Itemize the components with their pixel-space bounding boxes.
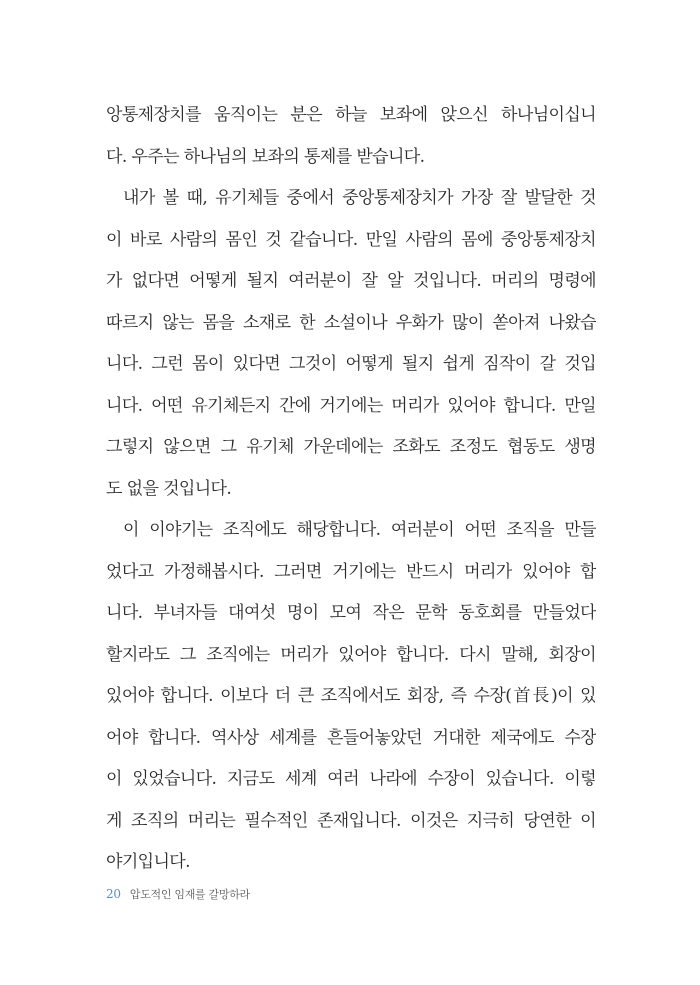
text-line: 어야 합니다. 역사상 세계를 흔들어놓았던 거대한 제국에도 수장 <box>106 727 596 748</box>
text-line: 따르지 않는 몸을 소재로 한 소설이나 우화가 많이 쏟아져 나왔습 <box>106 312 596 333</box>
text-line: 있어야 합니다. 이보다 더 큰 조직에서도 회장, 즉 수장(首長)이 있 <box>106 686 596 706</box>
page-footer <box>106 886 250 902</box>
text-line: 할지라도 그 조직에는 머리가 있어야 합니다. 다시 말해, 회장이 <box>106 644 596 665</box>
text-line: 이 있었습니다. 지금도 세계 여러 나라에 수장이 있습니다. 이렇 <box>106 769 596 789</box>
text-line: 니다. 어떤 유기체든지 간에 거기에는 머리가 있어야 합니다. 만일 <box>106 395 596 416</box>
text-line: 내가 볼 때, 유기체들 중에서 중앙통제장치가 가장 잘 발달한 것 <box>123 188 596 208</box>
text-line: 앙통제장치를 움직이는 분은 하늘 보좌에 앉으신 하나님이십니 <box>106 105 596 125</box>
text-line: 이 이야기는 조직에도 해당합니다. 여러분이 어떤 조직을 만들 <box>123 520 596 540</box>
page-body-text <box>106 95 596 884</box>
text-line: 었다고 가정해봅시다. 그러면 거기에는 반드시 머리가 있어야 합 <box>106 561 596 582</box>
text-line: 야기입니다. <box>106 852 190 872</box>
text-line: 니다. 부녀자들 대여섯 명이 모여 작은 문학 동호회를 만들었다 <box>106 603 596 623</box>
page-number: 20 <box>106 887 121 901</box>
text-line: 니다. 그런 몸이 있다면 그것이 어떻게 될지 쉽게 짐작이 갈 것입 <box>106 354 596 374</box>
book-title: 압도적인 임재를 갈망하라 <box>129 888 250 901</box>
text-line: 가 없다면 어떻게 될지 여러분이 잘 알 것입니다. 머리의 명령에 <box>106 271 596 291</box>
text-line: 게 조직의 머리는 필수적인 존재입니다. 이것은 지극히 당연한 이 <box>106 810 596 831</box>
text-line: 다. 우주는 하나님의 보좌의 통제를 받습니다. <box>106 146 425 167</box>
text-line: 이 바로 사람의 몸인 것 같습니다. 만일 사람의 몸에 중앙통제장치 <box>106 229 596 250</box>
text-line: 그렇지 않으면 그 유기체 가운데에는 조화도 조정도 협동도 생명 <box>106 437 596 457</box>
text-line: 도 없을 것입니다. <box>106 478 232 499</box>
